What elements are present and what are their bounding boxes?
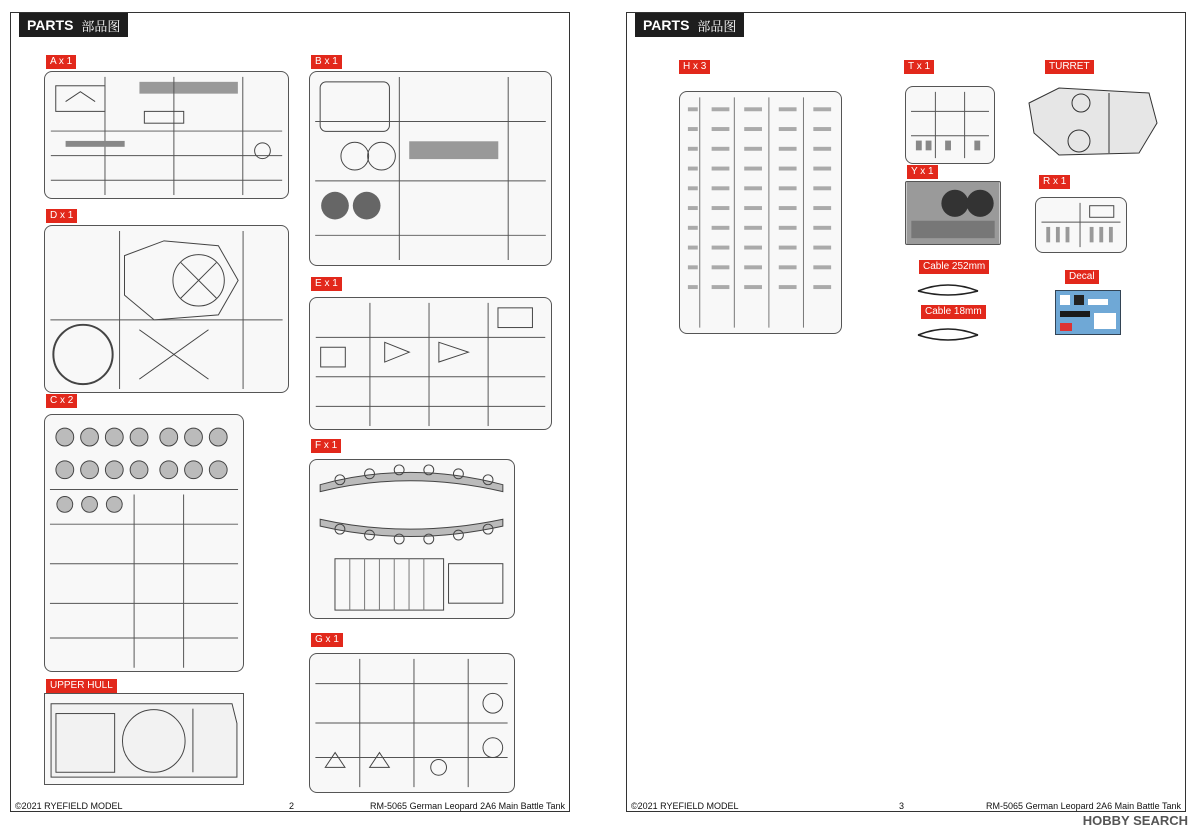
sprue-c-drawing — [45, 415, 243, 671]
upper-hull — [44, 693, 244, 785]
footer-copyright-left: ©2021 RYEFIELD MODEL — [15, 801, 123, 811]
header-subtitle: 部品图 — [697, 18, 737, 34]
parts-header-left — [19, 13, 128, 37]
sprue-r — [1035, 197, 1127, 253]
sprue-d-drawing — [45, 226, 288, 392]
header-title: PARTS — [643, 17, 690, 33]
sprue-d — [44, 225, 289, 393]
decal-sheet-drawing — [1056, 291, 1122, 336]
sprue-r-drawing — [1036, 198, 1126, 252]
sprue-t-drawing — [906, 87, 994, 163]
upper-hull-label: UPPER HULL — [46, 679, 117, 693]
sprue-y-drawing — [906, 182, 1000, 244]
sprue-label-r: R x 1 — [1039, 175, 1070, 189]
sprue-t — [905, 86, 995, 164]
cable-18-drawing — [913, 323, 983, 347]
header-subtitle: 部品图 — [81, 18, 121, 34]
sprue-label-d: D x 1 — [46, 209, 77, 223]
right-page — [626, 12, 1186, 812]
sprue-a — [44, 71, 289, 199]
sprue-g — [309, 653, 515, 793]
sprue-label-h: H x 3 — [679, 60, 710, 74]
cable-18-label: Cable 18mm — [921, 305, 986, 319]
page-number-left: 2 — [289, 801, 295, 811]
decal-sheet — [1055, 290, 1121, 335]
sprue-c — [44, 414, 244, 672]
sprue-label-f: F x 1 — [311, 439, 341, 453]
sprue-b-drawing — [310, 72, 551, 265]
sprue-label-y: Y x 1 — [907, 165, 938, 179]
sprue-f-drawing — [310, 460, 514, 618]
cable-252-drawing — [913, 277, 983, 301]
sprue-b — [309, 71, 552, 266]
sprue-f — [309, 459, 515, 619]
sprue-label-g: G x 1 — [311, 633, 343, 647]
sprue-y-photoetch — [905, 181, 1001, 245]
sprue-label-c: C x 2 — [46, 394, 77, 408]
sprue-label-e: E x 1 — [311, 277, 342, 291]
footer-product-right: RM-5065 German Leopard 2A6 Main Battle Tank — [986, 801, 1181, 811]
turret-label: TURRET — [1045, 60, 1094, 74]
cable-252-label: Cable 252mm — [919, 260, 989, 274]
footer-copyright-right: ©2021 RYEFIELD MODEL — [631, 801, 739, 811]
page-number-right: 3 — [899, 801, 905, 811]
watermark: HOBBY SEARCH — [1082, 813, 1188, 828]
header-title: PARTS — [27, 17, 74, 33]
sprue-a-drawing — [45, 72, 288, 198]
sprue-e — [309, 297, 552, 430]
turret — [1019, 83, 1159, 163]
decal-label: Decal — [1065, 270, 1099, 284]
sprue-h — [679, 91, 842, 334]
upper-hull-drawing — [45, 694, 243, 784]
sprue-label-b: B x 1 — [311, 55, 342, 69]
parts-header-right — [635, 13, 744, 37]
left-page — [10, 12, 570, 812]
sprue-h-drawing — [680, 92, 841, 333]
turret-drawing — [1019, 83, 1159, 163]
sprue-e-drawing — [310, 298, 551, 429]
sprue-label-a: A x 1 — [46, 55, 76, 69]
sprue-g-drawing — [310, 654, 514, 792]
sprue-label-t: T x 1 — [904, 60, 934, 74]
footer-product-left: RM-5065 German Leopard 2A6 Main Battle Tank — [370, 801, 565, 811]
